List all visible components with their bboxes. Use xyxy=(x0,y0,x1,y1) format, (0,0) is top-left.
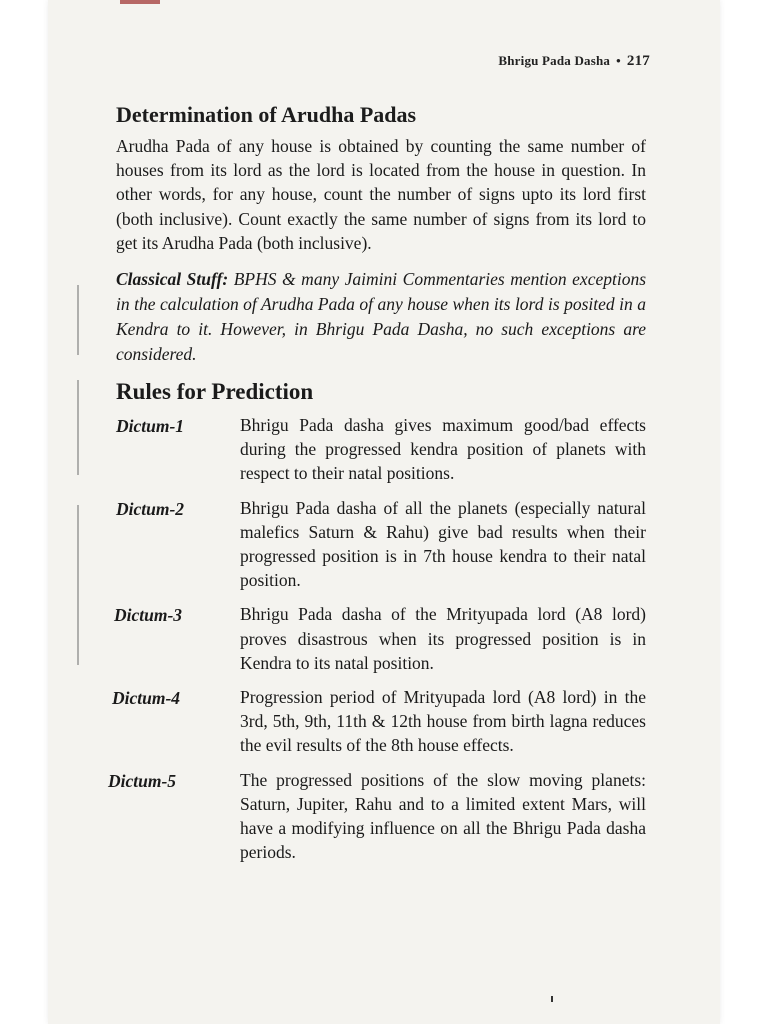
dictum-item xyxy=(108,768,646,865)
section-heading-rules: Rules for Prediction xyxy=(116,379,314,405)
classical-stuff-text: BPHS & many Jaimini Commentaries mention exceptions in the calculation of Arudha Pada of any house when its lord is posited in a Kendra to it. However, in Bhrigu Pada Dasha, no such exceptions are considered. xyxy=(116,269,647,365)
section-heading-arudha: Determination of Arudha Padas xyxy=(116,102,417,127)
dictum-text: Bhrigu Pada dasha of the Mrityupada lord (A8 lord) proves disastrous when its progressed position is in Kendra to its natal position. xyxy=(240,604,646,673)
dictum-label: Dictum-1 xyxy=(116,416,185,437)
dictum-label: Dictum-3 xyxy=(114,605,183,626)
dictum-item xyxy=(112,685,646,758)
dictum-label: Dictum-4 xyxy=(112,688,181,709)
dictum-label: Dictum-2 xyxy=(116,498,185,519)
dictum-item xyxy=(116,602,646,675)
page-number: 217 xyxy=(626,53,650,69)
binding-line xyxy=(77,380,79,475)
classical-stuff-note xyxy=(116,267,646,367)
dictum-item xyxy=(116,413,646,486)
dictum-text: Bhrigu Pada dasha of all the planets (especially natural malefics Saturn & Rahu) give bad results when their progressed position is in 7th house kendra to their natal position. xyxy=(240,497,646,591)
dictum-text: Bhrigu Pada dasha gives maximum good/bad effects during the progressed kendra position of planets with respect to their natal positions. xyxy=(240,415,646,484)
dictum-text: The progressed positions of the slow moving planets: Saturn, Jupiter, Rahu and to a limited extent Mars, will have a modifying influence on all the Bhrigu Pada dasha periods. xyxy=(240,769,646,863)
dictum-item xyxy=(116,496,646,593)
arudha-paragraph: Arudha Pada of any house is obtained by counting the same number of houses from its lord as the lord is located from the house in question. In other words, for any house, count the number of signs upto its lord first (both inclusive). Count exactly the same number of signs from its lord to get its Arudha Pada (both inclusive). xyxy=(116,136,646,253)
classical-stuff-label: Classical Stuff: xyxy=(116,269,229,290)
top-edge-mark xyxy=(120,0,160,4)
dictum-label: Dictum-5 xyxy=(108,770,177,791)
dictum-text: Progression period of Mrityupada lord (A8 lord) in the 3rd, 5th, 9th, 11th & 12th house from birth lagna reduces the evil results of the 8th house effects. xyxy=(240,687,646,756)
stray-ink-mark xyxy=(551,996,553,1002)
binding-line xyxy=(77,505,79,665)
running-title: Bhrigu Pada Dasha xyxy=(498,53,611,68)
binding-line xyxy=(77,285,79,355)
header-bullet: • xyxy=(616,53,621,68)
page-content xyxy=(108,100,647,874)
running-head xyxy=(498,53,650,70)
